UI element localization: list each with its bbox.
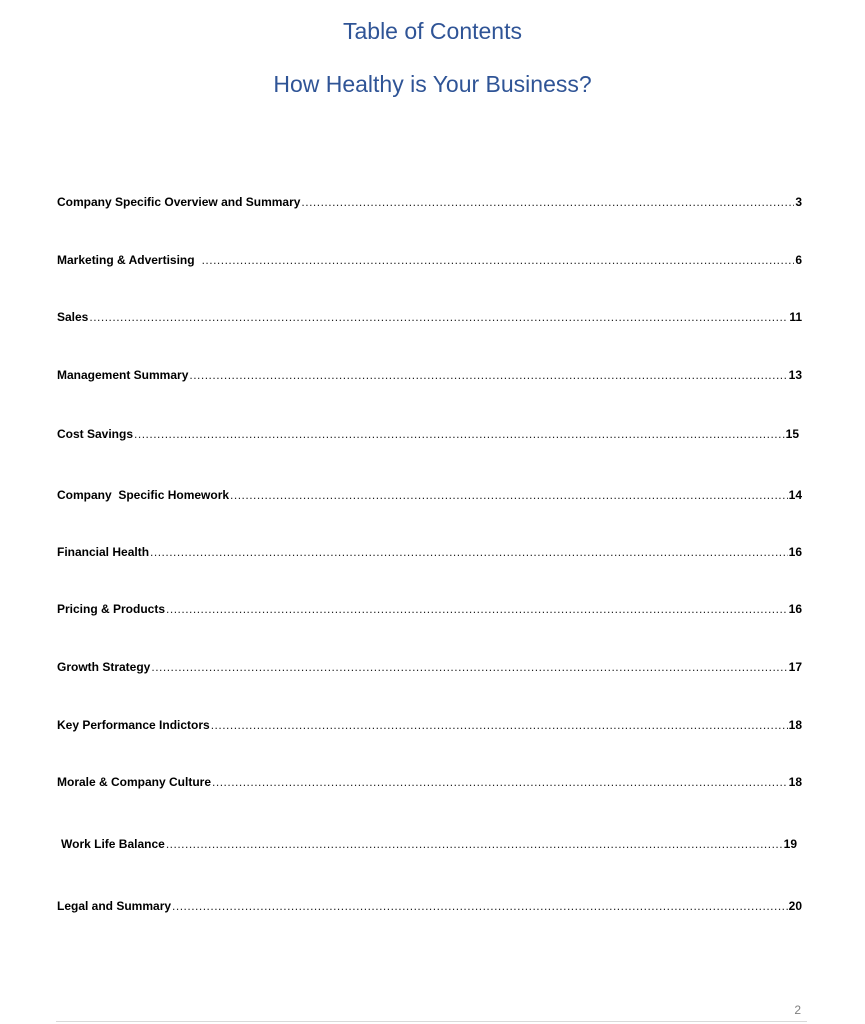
toc-dot-leader	[202, 252, 795, 268]
toc-entry-kpi[interactable]	[57, 717, 802, 733]
toc-dot-leader	[166, 601, 788, 617]
footer-divider	[56, 1021, 807, 1022]
page-title: Table of Contents	[342, 18, 522, 44]
toc-entry-label: Morale & Company Culture	[57, 775, 212, 789]
toc-dot-leader	[212, 774, 788, 790]
toc-dot-leader	[166, 836, 783, 852]
toc-entry-page: 13	[788, 368, 802, 382]
toc-entry-page: 19	[783, 837, 797, 851]
toc-entry-label: Pricing & Products	[57, 602, 166, 616]
toc-entry-page: 18	[788, 775, 802, 789]
toc-entry-label: Company Specific Overview and Summary	[57, 195, 301, 209]
toc-entry-label: Cost Savings	[57, 427, 134, 441]
toc-entry-page: 6	[795, 253, 802, 267]
toc-entry-page: 16	[788, 602, 802, 616]
toc-entry-label: Marketing & Advertising	[57, 253, 195, 267]
toc-entry-label: Company Specific Homework	[57, 488, 230, 502]
toc-entry-financial-health[interactable]	[57, 544, 802, 560]
toc-dot-leader	[89, 309, 788, 325]
toc-entry-label: Work Life Balance	[61, 837, 165, 851]
toc-entry-label: Key Performance Indictors	[57, 718, 210, 732]
toc-entry-growth-strategy[interactable]	[57, 659, 802, 675]
toc-dot-leader	[230, 487, 788, 503]
toc-entry-company-overview[interactable]	[57, 194, 802, 210]
toc-entry-cost-savings[interactable]	[57, 426, 799, 442]
toc-entry-work-life-balance[interactable]	[61, 836, 797, 852]
toc-dot-leader	[301, 194, 794, 210]
toc-entry-page: 17	[788, 660, 802, 674]
toc-entry-morale-culture[interactable]	[57, 774, 802, 790]
toc-entry-label: Legal and Summary	[57, 899, 172, 913]
toc-entry-label: Sales	[57, 310, 89, 324]
page-number: 2	[794, 1003, 801, 1017]
toc-dot-leader	[211, 717, 788, 733]
toc-entry-label: Management Summary	[57, 368, 189, 382]
toc-entry-marketing[interactable]	[57, 252, 802, 268]
toc-dot-leader	[172, 898, 788, 914]
toc-entry-sales[interactable]	[57, 309, 802, 325]
page-subtitle: How Healthy is Your Business?	[273, 71, 592, 97]
toc-entry-page: 11	[789, 310, 802, 324]
toc-entry-page: 14	[788, 488, 802, 502]
toc-entry-page: 15	[785, 427, 799, 441]
toc-entry-label: Financial Health	[57, 545, 150, 559]
toc-entry-page: 3	[795, 195, 802, 209]
toc-entry-management-summary[interactable]	[57, 367, 802, 383]
toc-entry-page: 18	[788, 718, 802, 732]
toc-entry-company-homework[interactable]	[57, 487, 802, 503]
toc-entry-legal-summary[interactable]	[57, 898, 802, 914]
toc-dot-leader	[134, 426, 785, 442]
toc-dot-leader	[189, 367, 787, 383]
toc-entry-page: 20	[788, 899, 802, 913]
toc-entry-pricing-products[interactable]	[57, 601, 802, 617]
toc-entry-page: 16	[788, 545, 802, 559]
toc-entry-label: Growth Strategy	[57, 660, 151, 674]
toc-dot-leader	[151, 659, 787, 675]
toc-dot-leader	[150, 544, 788, 560]
